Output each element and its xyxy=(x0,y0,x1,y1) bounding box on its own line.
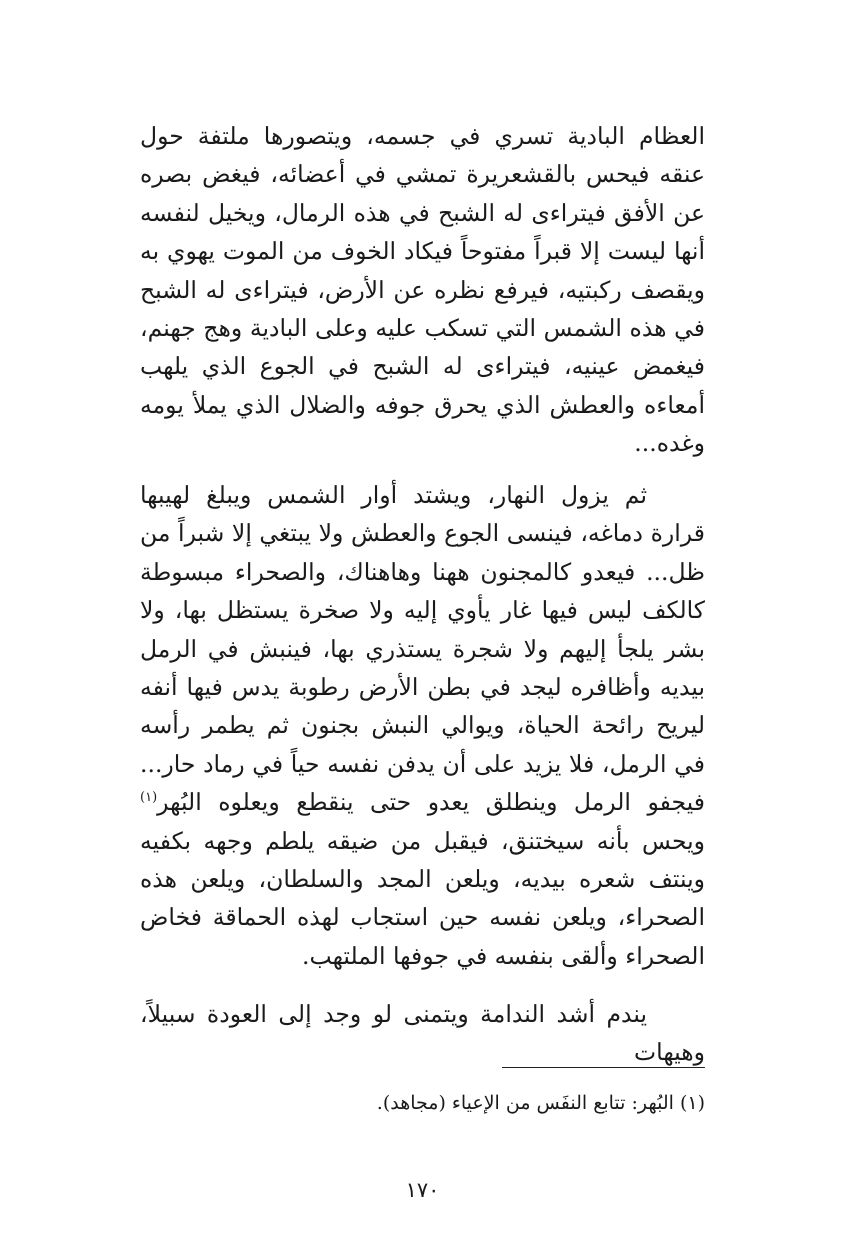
paragraph-2-text-b: ويحس بأنه سيختنق، فيقبل من ضيقه يلطم وجهه بكفيه وينتف شعره بيديه، ويلعن المجد والسلطان، ويلعن هذه الصحراء، ويلعن نفسه حين استجاب لهذه الحماقة فخاض الصحراء وألقى بنفسه في جوفها الملتهب. xyxy=(140,826,705,970)
page-number: ١٧٠ xyxy=(405,1178,440,1202)
paragraph-3-text: يندم أشد الندامة ويتمنى لو وجد إلى العودة سبيلاً، وهيهات xyxy=(140,1000,705,1067)
paragraph-3 xyxy=(140,995,705,1072)
footnote: (١) البُهر: تتابع النفَس من الإعياء (مجاهد). xyxy=(376,1092,705,1114)
footnote-reference: (١) xyxy=(140,790,158,806)
paragraph-2 xyxy=(140,476,705,975)
paragraph-1 xyxy=(140,117,705,463)
footnote-divider xyxy=(502,1067,705,1068)
paragraph-1-text: العظام البادية تسري في جسمه، ويتصورها ملتفة حول عنقه فيحس بالقشعريرة تمشي في أعضائه، فيغض بصره عن الأفق فيتراءى له الشبح في هذه الرمال، ويخيل لنفسه أنها ليست إلا قبراً مفتوحاً فيكاد الخوف من الموت يهوي به ويقصف ركبتيه، فيرفع نظره عن الأرض، فيتراءى له الشبح في هذه الشمس التي تسكب عليه وعلى البادية وهج جهنم، فيغمض عينيه، فيتراءى له الشبح في الجوع الذي يلهب أمعاءه والعطش الذي يحرق جوفه والضلال الذي يملأ يومه وغده... xyxy=(140,122,705,458)
paragraph-2-text-a: ثم يزول النهار، ويشتد أوار الشمس ويبلغ لهيبها قرارة دماغه، فينسى الجوع والعطش ولا يبتغي إلا شبراً من ظل... فيعدو كالمجنون ههنا وهاهناك، والصحراء مبسوطة كالكف ليس فيها غار يأوي إليه ولا صخرة يستظل بها، ولا بشر يلجأ إليهم ولا شجرة يستذري بها، فينبش في الرمل بيديه وأظافره ليجد في بطن الأرض رطوبة يدس فيها أنفه ليريح رائحة الحياة، ويوالي النبش بجنون ثم يطمر رأسه في الرمل، فلا يزيد على أن يدفن نفسه حياً في رماد حار... فيجفو الرمل وينطلق يعدو حتى ينقطع ويعلوه البُهر xyxy=(140,481,705,817)
